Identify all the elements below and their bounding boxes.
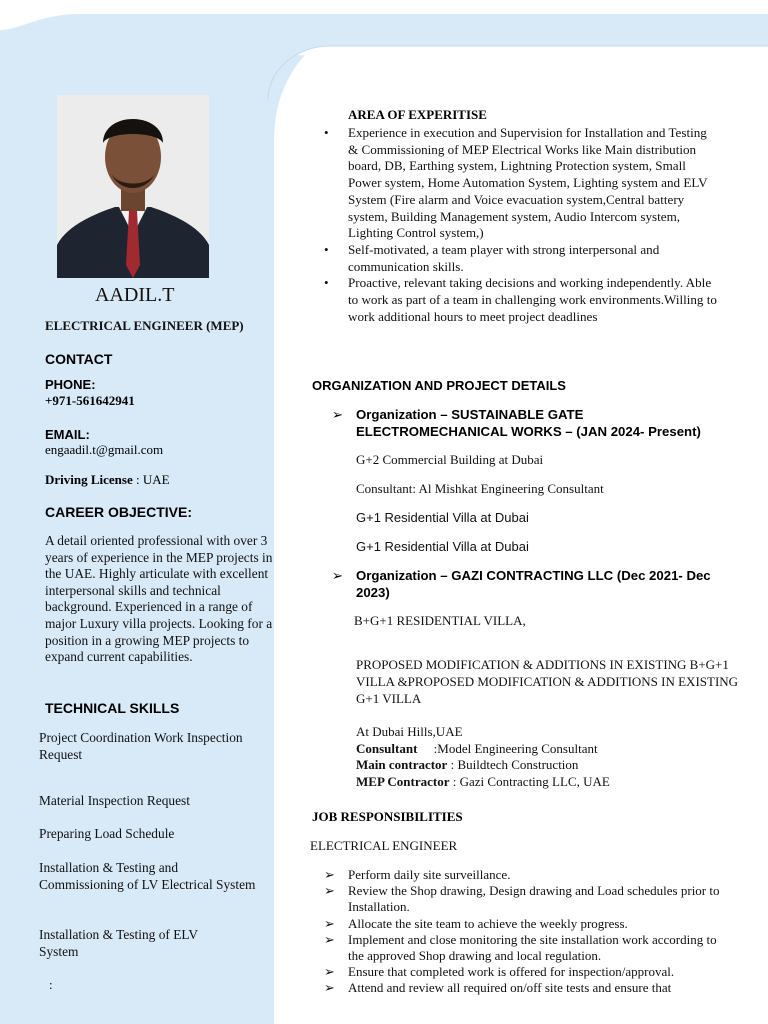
org2-consultant <box>356 741 598 757</box>
arrow-icon: ➢ <box>332 407 344 422</box>
org1-line: Consultant: Al Mishkat Engineering Consultant <box>356 481 604 496</box>
career-objective-text: A detail oriented professional with over 3 years of experience in the MEP projects in the UAE. Highly articulate with excellent interpersonal skills and technical background. Experienced in a range of major Luxury villa projects. Looking for a position in a growing MEP projects to expand current capabilities. <box>45 533 273 665</box>
list-item: ➢ Perform daily site surveillance. <box>324 867 511 882</box>
role-title: ELECTRICAL ENGINEER <box>310 838 458 853</box>
org1-line: G+1 Residential Villa at Dubai <box>356 510 529 525</box>
arrow-icon: ➢ <box>324 915 335 931</box>
arrow-icon: ➢ <box>324 931 335 947</box>
arrow-icon: ➢ <box>332 568 344 583</box>
org1-line: G+1 Residential Villa at Dubai <box>356 539 529 554</box>
list-item: ➢ Review the Shop drawing, Design drawing and Load schedules prior to Installation. <box>324 883 720 915</box>
responsibilities-heading: JOB RESPONSIBILITIES <box>312 809 463 824</box>
list-item: ➢ Implement and close monitoring the site installation work according to the approved Shop drawing and local regulation. <box>324 931 717 964</box>
bullet-icon: • <box>324 241 329 257</box>
contact-heading: CONTACT <box>45 351 113 367</box>
arrow-icon: ➢ <box>324 980 335 996</box>
list-item: ➢ Ensure that completed work is offered for inspection/approval. <box>324 964 675 980</box>
list-item: ➢ Attend and review all required on/off site tests and ensure that <box>324 980 672 996</box>
arrow-icon: ➢ <box>324 964 335 980</box>
arrow-icon: ➢ <box>324 867 335 882</box>
consultant-label: Consultant <box>356 741 418 756</box>
email-label: EMAIL: <box>45 427 90 442</box>
profile-photo <box>57 95 209 278</box>
person-name: AADIL.T <box>95 284 175 306</box>
org2-main-contractor <box>356 757 578 773</box>
org2-location: At Dubai Hills,UAE <box>356 724 463 739</box>
arrow-icon: ➢ <box>324 883 335 899</box>
org2-mep-contractor <box>356 774 610 790</box>
list-item: ➢ Allocate the site team to achieve the weekly progress. <box>324 915 628 931</box>
mep-contractor-label: MEP Contractor <box>356 774 450 789</box>
skill-item: Preparing Load Schedule <box>39 826 175 841</box>
skills-heading: TECHNICAL SKILLS <box>45 700 180 716</box>
person-photo-icon <box>57 95 209 278</box>
list-item: • Self-motivated, a team player with strong interpersonal and communication skills. <box>324 241 660 274</box>
consultant-value: :Model Engineering Consultant <box>417 741 598 756</box>
main-contractor-label: Main contractor <box>356 757 448 772</box>
skill-item: Material Inspection Request <box>39 793 190 808</box>
email-value[interactable]: engaadil.t@gmail.com <box>45 442 164 457</box>
list-item: • Proactive, relevant taking decisions and working independently. Able to work as part of a team in challenging work environments.Willing to work additional hours to meet project deadlines <box>324 275 717 324</box>
org1-title: ➢ Organization – SUSTAINABLE GATE ELECTROMECHANICAL WORKS – (JAN 2024- Present) <box>332 407 701 439</box>
bullet-icon: • <box>324 275 329 291</box>
skill-item: Installation & Testing and Commissioning of LV Electrical System <box>39 860 256 892</box>
driving-license <box>45 472 170 488</box>
expertise-heading: AREA OF EXPERITISE <box>348 107 487 122</box>
list-item: • Experience in execution and Supervision for Installation and Testing & Commissioning of MEP Electrical Works like Main distribution board, DB, Earthing system, Lightning Protection system, Small Power system, Home Automation System, Lighting system and ELV System (Fire alarm and Voice evacuation system,Central battery system, Building Management system, Audio Intercom system, Lighting Control system,) <box>324 125 708 241</box>
phone-value[interactable]: +971-561642941 <box>45 393 135 408</box>
expertise-list <box>324 125 720 325</box>
org2-title: ➢ Organization – GAZI CONTRACTING LLC (Dec 2021- Dec 2023) <box>332 568 711 600</box>
mep-contractor-value: : Gazi Contracting LLC, UAE <box>449 774 610 789</box>
career-heading: CAREER OBJECTIVE: <box>45 504 193 520</box>
phone-label: PHONE: <box>45 377 96 392</box>
skill-item: Installation & Testing of ELV System <box>39 927 198 959</box>
skill-item: Project Coordination Work Inspection Request <box>39 730 243 762</box>
bullet-icon: • <box>324 125 329 140</box>
person-title: ELECTRICAL ENGINEER (MEP) <box>45 318 244 333</box>
org1-line: G+2 Commercial Building at Dubai <box>356 452 544 467</box>
org2-project: PROPOSED MODIFICATION & ADDITIONS IN EXISTING B+G+1 VILLA &PROPOSED MODIFICATION & ADDITIONS IN EXISTING G+1 VILLA <box>356 657 739 706</box>
license-value: : UAE <box>132 472 170 487</box>
license-label: Driving License <box>45 472 133 487</box>
responsibilities-list <box>324 867 728 997</box>
stray-mark: : <box>49 977 53 992</box>
org2-project: B+G+1 RESIDENTIAL VILLA, <box>354 613 526 628</box>
organizations-heading: ORGANIZATION AND PROJECT DETAILS <box>312 378 566 393</box>
main-contractor-value: : Buildtech Construction <box>447 757 579 772</box>
